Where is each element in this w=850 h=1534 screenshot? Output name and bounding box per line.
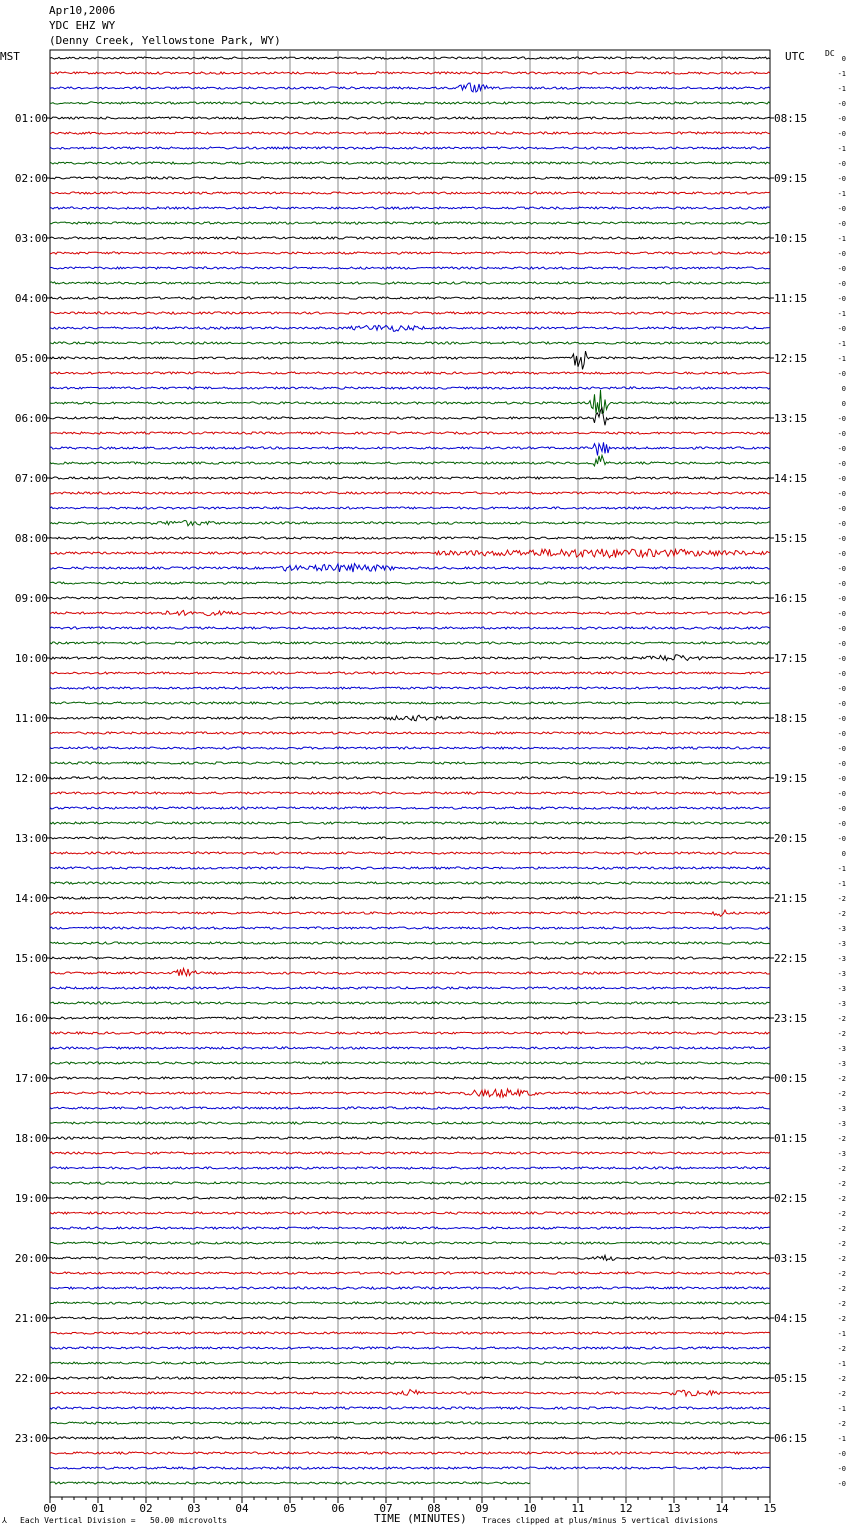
trace-row (50, 564, 770, 573)
dc-offset-label: -0 (837, 790, 846, 798)
right-hour-label: 16:15 (774, 592, 808, 605)
trace-row (50, 968, 770, 976)
left-timezone-label: MST (0, 50, 20, 63)
dc-offset-label: -3 (837, 955, 846, 963)
x-tick-label: 08 (427, 1502, 441, 1515)
dc-offset-label: -0 (837, 175, 846, 183)
trace-row (50, 1407, 770, 1409)
right-hour-label: 12:15 (774, 352, 808, 365)
trace-row (50, 72, 770, 74)
trace-row (50, 715, 770, 721)
trace-row (50, 147, 770, 149)
right-hour-label: 14:15 (774, 472, 808, 485)
trace-row (50, 207, 770, 209)
right-hour-label: 15:15 (774, 532, 808, 545)
left-hour-label: 20:00 (14, 1252, 48, 1265)
dc-offset-label: -1 (837, 70, 846, 78)
trace-row (50, 927, 770, 929)
trace-row (50, 1255, 770, 1260)
trace-row (50, 1467, 770, 1469)
trace-row (50, 1272, 770, 1274)
dc-offset-label: -2 (837, 895, 846, 903)
trace-row (50, 957, 770, 959)
scale-mark: ⅄ (2, 1516, 7, 1525)
right-hour-label: 21:15 (774, 892, 808, 905)
trace-row (50, 252, 770, 254)
right-hour-label: 04:15 (774, 1312, 808, 1325)
left-hour-label: 07:00 (14, 472, 48, 485)
dc-offset-label: -0 (837, 820, 846, 828)
dc-label: DC (825, 49, 835, 58)
dc-offset-label: -0 (837, 550, 846, 558)
header-date: Apr10,2006 (49, 4, 116, 17)
dc-offset-label: -0 (837, 475, 846, 483)
trace-row (50, 387, 770, 389)
trace-row (50, 582, 770, 584)
x-tick-label: 10 (523, 1502, 537, 1515)
dc-offset-label: -2 (837, 1165, 846, 1173)
dc-offset-label: -0 (837, 460, 846, 468)
x-tick-label: 07 (379, 1502, 393, 1515)
right-hour-label: 08:15 (774, 112, 808, 125)
trace-row (50, 882, 770, 884)
x-tick-label: 05 (283, 1502, 297, 1515)
x-tick-label: 12 (619, 1502, 633, 1515)
dc-offset-label: -0 (837, 685, 846, 693)
dc-offset-label: -0 (837, 115, 846, 123)
dc-offset-label: -2 (837, 1015, 846, 1023)
x-tick-label: 15 (763, 1502, 777, 1515)
trace-row (50, 372, 770, 374)
trace-row (50, 102, 770, 104)
trace-row (50, 672, 770, 674)
dc-offset-label: -2 (837, 910, 846, 918)
dc-offset-label: -0 (837, 595, 846, 603)
right-hour-label: 02:15 (774, 1192, 808, 1205)
left-hour-label: 18:00 (14, 1132, 48, 1145)
dc-offset-label: 0 (841, 850, 846, 858)
trace-row (50, 747, 770, 749)
dc-offset-label: -3 (837, 1105, 846, 1113)
dc-offset-label: -0 (837, 295, 846, 303)
dc-offset-label: -2 (837, 1195, 846, 1203)
trace-row (50, 117, 770, 119)
dc-offset-label: -0 (837, 835, 846, 843)
dc-offset-label: -0 (837, 565, 846, 573)
dc-offset-label: 0 (841, 400, 846, 408)
trace-row (50, 325, 770, 331)
trace-row (50, 1032, 770, 1034)
dc-offset-label: -2 (837, 1270, 846, 1278)
right-hour-label: 01:15 (774, 1132, 808, 1145)
dc-offset-label: -0 (837, 160, 846, 168)
dc-offset-label: -0 (837, 655, 846, 663)
trace-row (50, 83, 770, 92)
dc-offset-label: -0 (837, 415, 846, 423)
right-hour-label: 05:15 (774, 1372, 808, 1385)
trace-row (50, 597, 770, 599)
right-hour-label: 17:15 (774, 652, 808, 665)
trace-row (50, 702, 770, 704)
trace-row (50, 520, 770, 525)
left-hour-label: 17:00 (14, 1072, 48, 1085)
trace-row (50, 297, 770, 299)
right-hour-label: 06:15 (774, 1432, 808, 1445)
trace-row (50, 132, 770, 134)
trace-row (50, 987, 770, 989)
trace-row (50, 1077, 770, 1079)
right-hour-label: 11:15 (774, 292, 808, 305)
trace-row (50, 1122, 770, 1124)
dc-offset-label: 0 (841, 385, 846, 393)
x-tick-label: 09 (475, 1502, 489, 1515)
trace-row (50, 852, 770, 854)
trace-row (50, 1167, 770, 1169)
left-hour-label: 16:00 (14, 1012, 48, 1025)
dc-offset-label: -2 (837, 1240, 846, 1248)
dc-offset-label: -1 (837, 145, 846, 153)
right-hour-label: 13:15 (774, 412, 808, 425)
x-tick-label: 01 (91, 1502, 105, 1515)
trace-row (50, 162, 770, 164)
x-tick-label: 02 (139, 1502, 153, 1515)
left-hour-label: 13:00 (14, 832, 48, 845)
dc-offset-label: -1 (837, 235, 846, 243)
dc-offset-label: -0 (837, 325, 846, 333)
trace-row (50, 822, 770, 824)
dc-offset-label: -0 (837, 100, 846, 108)
dc-offset-label: -2 (837, 1315, 846, 1323)
dc-offset-label: -3 (837, 940, 846, 948)
trace-row (50, 507, 770, 509)
trace-row (50, 1137, 770, 1139)
trace-row (50, 1047, 770, 1049)
dc-offset-label: -0 (837, 745, 846, 753)
dc-offset-label: -1 (837, 1330, 846, 1338)
trace-row (50, 282, 770, 284)
trace-row (50, 1107, 770, 1109)
trace-row (50, 1390, 770, 1397)
trace-row (50, 1317, 770, 1319)
dc-offset-label: -3 (837, 1000, 846, 1008)
trace-row (50, 57, 770, 59)
left-hour-label: 14:00 (14, 892, 48, 905)
trace-row (50, 1332, 770, 1334)
dc-offset-label: -0 (837, 490, 846, 498)
x-axis-label: TIME (MINUTES) (374, 1512, 467, 1525)
dc-offset-label: -0 (837, 625, 846, 633)
dc-offset-label: -0 (837, 1480, 846, 1488)
dc-offset-label: 0 (841, 55, 846, 63)
dc-offset-label: -1 (837, 865, 846, 873)
right-hour-label: 03:15 (774, 1252, 808, 1265)
dc-offset-label: -1 (837, 1405, 846, 1413)
trace-row (50, 687, 770, 689)
trace-row (50, 1017, 770, 1019)
dc-offset-label: -0 (837, 730, 846, 738)
dc-offset-label: -3 (837, 970, 846, 978)
dc-offset-label: -0 (837, 580, 846, 588)
trace-row (50, 1422, 770, 1424)
trace-row (50, 390, 770, 414)
trace-row (50, 732, 770, 734)
left-hour-label: 08:00 (14, 532, 48, 545)
x-tick-label: 14 (715, 1502, 729, 1515)
dc-offset-label: -0 (837, 775, 846, 783)
x-tick-label: 03 (187, 1502, 201, 1515)
dc-offset-label: -2 (837, 1300, 846, 1308)
right-hour-label: 18:15 (774, 712, 808, 725)
trace-row (50, 910, 770, 916)
dc-offset-label: -1 (837, 1360, 846, 1368)
trace-row (50, 222, 770, 224)
dc-offset-label: -2 (837, 1135, 846, 1143)
dc-offset-label: -0 (837, 670, 846, 678)
dc-offset-label: -1 (837, 880, 846, 888)
trace-row (50, 537, 770, 539)
trace-row (50, 1197, 770, 1199)
trace-row (50, 627, 770, 629)
dc-offset-label: -1 (837, 190, 846, 198)
trace-row (50, 1302, 770, 1304)
dc-offset-label: -0 (837, 205, 846, 213)
dc-offset-label: -0 (837, 700, 846, 708)
scale-note: Each Vertical Division = 50.00 microvolts (20, 1516, 228, 1525)
trace-row (50, 432, 770, 434)
dc-offset-label: -0 (837, 1465, 846, 1473)
left-hour-label: 09:00 (14, 592, 48, 605)
dc-offset-label: -0 (837, 715, 846, 723)
dc-offset-label: -0 (837, 1450, 846, 1458)
dc-offset-label: -2 (837, 1255, 846, 1263)
dc-offset-label: -2 (837, 1285, 846, 1293)
left-hour-label: 02:00 (14, 172, 48, 185)
dc-offset-label: -0 (837, 505, 846, 513)
x-tick-label: 11 (571, 1502, 585, 1515)
dc-offset-label: -3 (837, 1120, 846, 1128)
trace-row (50, 549, 770, 558)
left-hour-label: 19:00 (14, 1192, 48, 1205)
trace-row (50, 1227, 770, 1229)
trace-row (50, 1212, 770, 1214)
trace-row (50, 792, 770, 794)
dc-offset-label: -0 (837, 805, 846, 813)
left-hour-label: 12:00 (14, 772, 48, 785)
left-hour-label: 15:00 (14, 952, 48, 965)
trace-row (50, 762, 770, 764)
trace-row (50, 1287, 770, 1289)
dc-offset-label: -3 (837, 925, 846, 933)
dc-offset-label: -2 (837, 1030, 846, 1038)
dc-offset-label: -3 (837, 1060, 846, 1068)
x-tick-label: 04 (235, 1502, 249, 1515)
left-hour-label: 04:00 (14, 292, 48, 305)
header-location: (Denny Creek, Yellowstone Park, WY) (49, 34, 281, 47)
trace-row (50, 442, 770, 455)
dc-offset-label: -0 (837, 760, 846, 768)
trace-row (50, 1182, 770, 1184)
trace-row (50, 455, 770, 466)
trace-row (50, 807, 770, 809)
right-hour-label: 09:15 (774, 172, 808, 185)
trace-row (50, 777, 770, 779)
dc-offset-label: -3 (837, 1045, 846, 1053)
dc-offset-label: -0 (837, 370, 846, 378)
trace-row (50, 312, 770, 314)
left-hour-label: 05:00 (14, 352, 48, 365)
dc-offset-label: -0 (837, 445, 846, 453)
left-hour-label: 03:00 (14, 232, 48, 245)
dc-offset-label: -0 (837, 430, 846, 438)
trace-row (50, 867, 770, 869)
dc-offset-label: -0 (837, 220, 846, 228)
dc-offset-label: -0 (837, 130, 846, 138)
right-hour-label: 19:15 (774, 772, 808, 785)
left-hour-label: 10:00 (14, 652, 48, 665)
trace-row (50, 837, 770, 839)
right-hour-label: 10:15 (774, 232, 808, 245)
dc-offset-label: -0 (837, 280, 846, 288)
left-hour-label: 11:00 (14, 712, 48, 725)
dc-offset-label: -2 (837, 1375, 846, 1383)
dc-offset-label: -2 (837, 1180, 846, 1188)
trace-row (50, 1002, 770, 1004)
dc-offset-label: -2 (837, 1390, 846, 1398)
trace-row (50, 1452, 770, 1454)
trace-row (50, 408, 770, 426)
left-hour-label: 21:00 (14, 1312, 48, 1325)
trace-row (50, 942, 770, 944)
clip-note: Traces clipped at plus/minus 5 vertical divisions (482, 1516, 719, 1525)
x-tick-label: 06 (331, 1502, 345, 1515)
x-tick-label: 00 (43, 1502, 57, 1515)
dc-offset-label: -1 (837, 340, 846, 348)
dc-offset-label: -1 (837, 310, 846, 318)
dc-offset-label: -0 (837, 520, 846, 528)
trace-row (50, 897, 770, 899)
right-hour-label: 23:15 (774, 1012, 808, 1025)
trace-row (50, 1362, 770, 1364)
dc-offset-label: -2 (837, 1210, 846, 1218)
dc-offset-label: -2 (837, 1075, 846, 1083)
left-hour-label: 22:00 (14, 1372, 48, 1385)
x-tick-label: 13 (667, 1502, 681, 1515)
trace-row (50, 1377, 770, 1379)
trace-row (50, 642, 770, 644)
left-hour-label: 23:00 (14, 1432, 48, 1445)
left-hour-label: 06:00 (14, 412, 48, 425)
dc-offset-label: -3 (837, 1150, 846, 1158)
dc-offset-label: -0 (837, 535, 846, 543)
trace-row (50, 177, 770, 179)
dc-offset-label: -0 (837, 250, 846, 258)
right-hour-label: 20:15 (774, 832, 808, 845)
trace-row (50, 1089, 770, 1097)
trace-row (50, 1437, 770, 1439)
right-timezone-label: UTC (785, 50, 805, 63)
dc-offset-label: -2 (837, 1090, 846, 1098)
dc-offset-label: -2 (837, 1420, 846, 1428)
dc-offset-label: -0 (837, 640, 846, 648)
right-hour-label: 00:15 (774, 1072, 808, 1085)
dc-offset-label: -0 (837, 265, 846, 273)
trace-row (50, 237, 770, 239)
dc-offset-label: -1 (837, 85, 846, 93)
trace-row (50, 192, 770, 194)
dc-offset-label: -0 (837, 610, 846, 618)
dc-offset-label: -1 (837, 1435, 846, 1443)
trace-row (50, 1347, 770, 1349)
header-station: YDC EHZ WY (49, 19, 116, 32)
trace-row (50, 1242, 770, 1244)
trace-row (50, 342, 770, 344)
trace-row (50, 610, 770, 615)
trace-row (50, 351, 770, 369)
dc-offset-label: -3 (837, 985, 846, 993)
trace-row (50, 477, 770, 479)
trace-row (50, 1062, 770, 1064)
right-hour-label: 22:15 (774, 952, 808, 965)
trace-row (50, 492, 770, 494)
left-hour-label: 01:00 (14, 112, 48, 125)
dc-offset-label: -1 (837, 355, 846, 363)
trace-row (50, 655, 770, 661)
trace-row (50, 267, 770, 269)
dc-offset-label: -2 (837, 1345, 846, 1353)
dc-offset-label: -2 (837, 1225, 846, 1233)
trace-row (50, 1152, 770, 1154)
